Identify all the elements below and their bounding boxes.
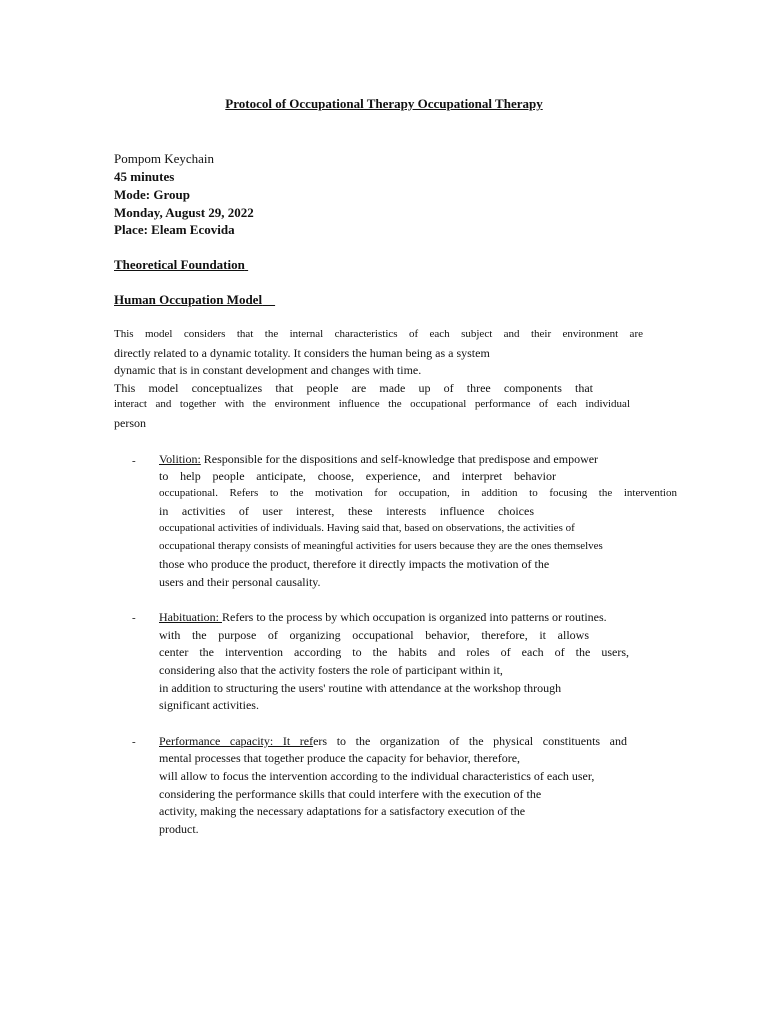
performance-line: Performance capacity: It refers to the organization of the physical constituents and xyxy=(159,734,628,748)
volition-line: those who produce the product, therefore it directly impacts the motivation of the xyxy=(159,557,550,571)
bullet-marker: - xyxy=(132,612,136,624)
volition-line: occupational. Refers to the motivation for occupation, in addition to focusing the intervention xyxy=(159,487,677,499)
document-title: Protocol of Occupational Therapy Occupational Therapy xyxy=(225,96,543,111)
volition-line: users and their personal causality. xyxy=(159,575,321,589)
intro-line: This model considers that the internal characteristics of each subject and their environment are xyxy=(114,328,643,340)
performance-line: product. xyxy=(159,822,199,836)
performance-term: Performance capacity: It ref xyxy=(159,734,314,748)
volition-line: occupational activities of individuals. Having said that, based on observations, the activities of xyxy=(159,522,575,534)
intro-line: interact and together with the environment influence the occupational performance of each individual xyxy=(114,398,630,410)
performance-line: will allow to focus the intervention according to the individual characteristics of each user, xyxy=(159,769,595,783)
session-duration: 45 minutes xyxy=(114,169,175,184)
intro-line: This model conceptualizes that people are made up of three components that xyxy=(114,381,593,395)
subsection-heading: Human Occupation Model xyxy=(114,292,263,307)
session-date: Monday, August 29, 2022 xyxy=(114,205,254,220)
session-place: Place: Eleam Ecovida xyxy=(114,222,235,237)
volition-line: Volition: Responsible for the dispositions and self-knowledge that predispose and empower xyxy=(159,452,599,466)
bullet-marker: - xyxy=(132,455,136,467)
session-mode: Mode: Group xyxy=(114,187,190,202)
activity-name: Pompom Keychain xyxy=(114,151,215,166)
habituation-line: considering also that the activity fosters the role of participant within it, xyxy=(159,663,503,677)
habituation-line: with the purpose of organizing occupational behavior, therefore, it allows xyxy=(159,628,589,642)
bullet-marker: - xyxy=(132,736,136,748)
volition-line: occupational therapy consists of meaningful activities for users because they are the ones themselves xyxy=(159,540,603,552)
volition-line: to help people anticipate, choose, experience, and interpret behavior xyxy=(159,469,556,483)
habituation-line: center the intervention according to the habits and roles of each of the users, xyxy=(159,645,629,659)
performance-line: considering the performance skills that could interfere with the execution of the xyxy=(159,787,542,801)
intro-line: dynamic that is in constant development and changes with time. xyxy=(114,363,422,377)
volition-term: Volition: xyxy=(159,452,201,466)
performance-line: mental processes that together produce the capacity for behavior, therefore, xyxy=(159,751,521,765)
intro-line: directly related to a dynamic totality. It considers the human being as a system xyxy=(114,346,490,360)
volition-line: in activities of user interest, these interests influence choices xyxy=(159,504,534,518)
habituation-term: Habituation: xyxy=(159,610,222,624)
habituation-line: significant activities. xyxy=(159,698,259,712)
habituation-line: Habituation: Refers to the process by which occupation is organized into patterns or routines. xyxy=(159,610,607,624)
section-heading: Theoretical Foundation xyxy=(114,257,245,272)
performance-line: activity, making the necessary adaptations for a satisfactory execution of the xyxy=(159,804,526,818)
habituation-line: in addition to structuring the users' routine with attendance at the workshop through xyxy=(159,681,562,695)
intro-line: person xyxy=(114,416,146,430)
